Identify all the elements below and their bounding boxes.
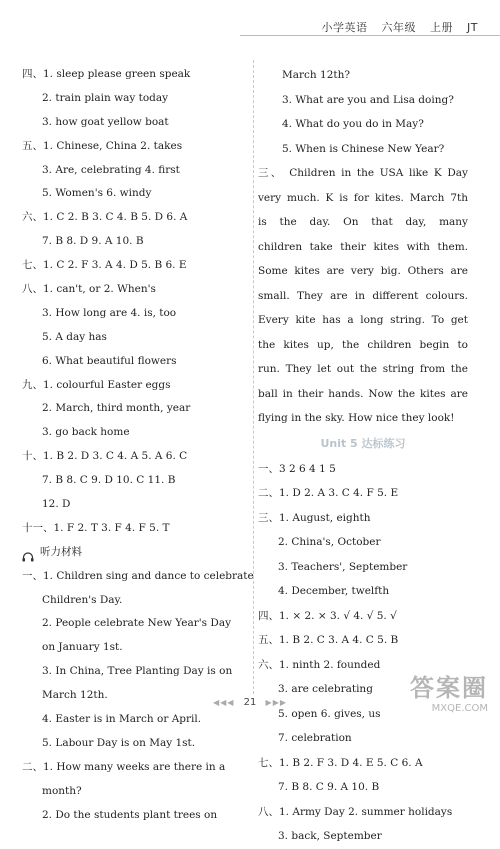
unit-title: Unit 5 达标练习: [320, 436, 406, 450]
answer-line: 3. how goat yellow boat: [42, 115, 169, 128]
answer-line: 3. go back home: [42, 426, 130, 439]
header-rule: [240, 35, 500, 36]
next-arrows-icon: ▶▶▶: [265, 698, 288, 707]
script-line: month?: [42, 784, 82, 797]
passage-line: run. They let out the string from the: [258, 363, 468, 375]
watermark-url: MXQE.COM: [431, 703, 488, 714]
answer-line: 7. B 8. C 9. A 10. B: [278, 781, 380, 793]
passage-line: Some kites are very big. Others are: [258, 265, 468, 277]
answer-line: 2. train plain way today: [42, 91, 169, 104]
answer-line: 5. A day has: [42, 330, 107, 343]
answer-line: 十、1. B 2. D 3. C 4. A 5. A 6. C: [22, 450, 188, 463]
script-line: March 12th?: [282, 69, 350, 81]
answer-line: 十一、1. F 2. T 3. F 4. F 5. T: [22, 521, 170, 534]
script-line: 二、1. How many weeks are there in a: [22, 760, 226, 773]
passage-line: the kites up, the children begin to: [258, 338, 468, 351]
answer-line: 六、1. ninth 2. founded: [258, 658, 381, 671]
answer-line: 12. D: [42, 498, 71, 511]
answer-line: 2. March, third month, year: [42, 402, 191, 415]
answer-line: 7. B 8. C 9. D 10. C 11. B: [42, 474, 176, 487]
answer-line: 七、1. B 2. F 3. D 4. E 5. C 6. A: [258, 756, 423, 769]
script-line: 2. Do the students plant trees on: [42, 808, 218, 821]
passage-line: children take their kites with them.: [258, 240, 468, 253]
answer-line: 三、1. August, eighth: [258, 511, 371, 524]
answer-line: 六、1. C 2. B 3. C 4. B 5. D 6. A: [22, 211, 188, 224]
answer-line: 七、1. C 2. F 3. A 4. D 5. B 6. E: [22, 259, 187, 272]
answer-line: 3. Teachers', September: [278, 560, 408, 573]
passage-line: ball in their hands. Now the kites are: [258, 387, 468, 400]
passage-line: small. They are in different colours.: [258, 289, 468, 302]
script-line: 5. When is Chinese New Year?: [282, 142, 445, 155]
answer-line: 4. December, twelfth: [278, 585, 390, 597]
script-line: 一、1. Children sing and dance to celebrate: [22, 569, 254, 582]
column-divider: [253, 60, 254, 694]
script-line: 4. What do you do in May?: [282, 118, 424, 130]
answer-line: 3. How long are 4. is, too: [42, 306, 177, 319]
answer-line: 2. China's, October: [278, 536, 381, 548]
header-grade: 六年级: [381, 21, 417, 34]
passage-line: Every kite has a long string. To get: [258, 314, 468, 326]
script-line: Children's Day.: [42, 593, 123, 606]
header-edition: JT: [467, 21, 478, 34]
header-volume: 上册: [430, 21, 454, 34]
left-column: [22, 63, 254, 828]
answer-line: 3. are celebrating: [278, 683, 373, 695]
script-line: on January 1st.: [42, 641, 123, 654]
page-number: 21: [243, 697, 257, 708]
answer-line: 九、1. colourful Easter eggs: [22, 378, 171, 391]
answer-line: 八、1. Army Day 2. summer holidays: [258, 805, 453, 818]
answer-line: 四、1. × 2. × 3. √ 4. √ 5. √: [258, 609, 397, 622]
script-line: 3. In China, Tree Planting Day is on: [42, 665, 233, 678]
answer-line: 五、1. Chinese, China 2. takes: [22, 139, 183, 152]
headphones-icon: [22, 548, 34, 558]
watermark-logo: [410, 668, 488, 714]
passage-line: flying in the sky. How nice they look!: [258, 412, 455, 424]
script-line: 5. Labour Day is on May 1st.: [42, 736, 196, 749]
answer-line: 四、1. sleep please green speak: [22, 68, 191, 80]
answer-line: 一、3 2 6 4 1 5: [258, 462, 336, 475]
answer-line: 3. Are, celebrating 4. first: [42, 163, 180, 176]
listening-heading: [22, 541, 250, 565]
passage-line: is the day. On that day, many: [258, 216, 468, 228]
right-column: [258, 63, 468, 849]
watermark-text: 答案圈: [410, 674, 488, 702]
prev-arrows-icon: ◀◀◀: [212, 698, 235, 707]
script-line: 4. Easter is in March or April.: [42, 713, 202, 726]
passage-line: 三、 Children in the USA like K Day: [258, 167, 468, 179]
passage-line: very much. K is for kites. March 7th: [258, 191, 468, 204]
answer-line: 7. celebration: [278, 732, 352, 744]
answer-line: 五、1. B 2. C 3. A 4. C 5. B: [258, 634, 399, 646]
answer-line: 5. open 6. gives, us: [278, 707, 381, 720]
answer-line: 6. What beautiful flowers: [42, 354, 177, 367]
answer-line: 7. B 8. D 9. A 10. B: [42, 235, 144, 248]
listening-title: 听力材料: [40, 545, 82, 558]
script-line: March 12th.: [42, 689, 108, 702]
answer-line: 八、1. can't, or 2. When's: [22, 283, 156, 296]
answer-line: 3. back, September: [278, 830, 382, 842]
page-header: [312, 19, 478, 35]
script-line: 2. People celebrate New Year's Day: [42, 617, 232, 630]
script-line: 3. What are you and Lisa doing?: [282, 93, 454, 106]
header-subject: 小学英语: [321, 21, 368, 34]
answer-line: 5. Women's 6. windy: [42, 187, 152, 200]
answer-line: 二、1. D 2. A 3. C 4. F 5. E: [258, 487, 399, 499]
